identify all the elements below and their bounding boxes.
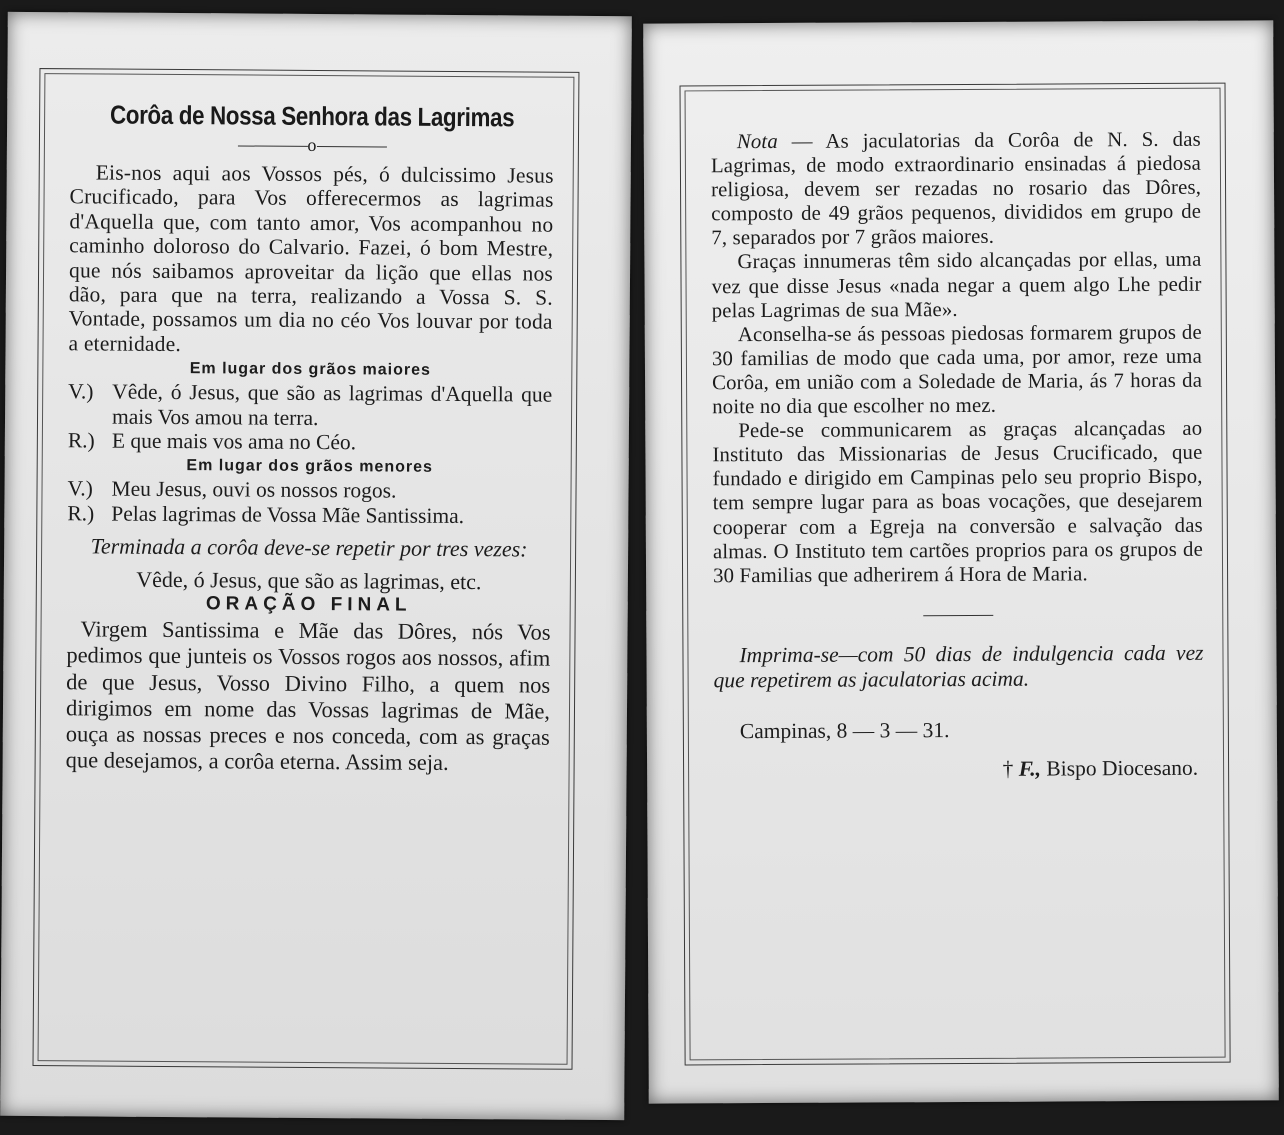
right-card-border	[680, 83, 1231, 1066]
nota-text: — As jaculatorias da Corôa de N. S. das Lagrimas, de modo extraordinario ensinadas á piedosa religiosa, devem ser rezadas no rosario das Dôres, composto de 49 grãos pequenos, divididos em grupo de 7, separados por 7 grãos maiores.	[710, 127, 1202, 250]
response-text: E que mais vos ama no Céo.	[111, 428, 357, 455]
imprimatur: Imprima-se—com 50 dias de indulgencia cada vez que repetirem as jaculatorias acima.	[713, 640, 1204, 693]
intro-paragraph: Eis-nos aqui aos Vossos pés, ó dulcissimo Jesus Crucificado, para Vos offerecermos as lagrimas d'Aquella que, com tanto amor, Vos acompanhou no caminho doloroso do Calvario. Fazei, ó bom Mestre, que nós saibamos aproveitar da lição que ellas nos dão, para que na terra, realizando a Vossa S. S. Vontade, possamos um dia no céo Vos louvar por toda a eternidade.	[68, 160, 554, 356]
cross-mark: †	[1002, 756, 1014, 781]
major-response	[68, 428, 552, 456]
versicle-tag: V.)	[67, 476, 93, 501]
left-card-content	[66, 99, 555, 777]
response-tag: R.)	[67, 501, 95, 526]
place-date: Campinas, 8 — 3 — 31.	[739, 717, 950, 743]
response-tag: R.)	[67, 428, 95, 453]
major-versicle	[68, 380, 552, 432]
title-ornament: o	[70, 134, 554, 155]
repeat-line: Vêde, ó Jesus, que são as lagrimas, etc.	[136, 567, 482, 595]
closing-instruction: Terminada a corôa deve-se repetir por tres vezes:	[90, 533, 528, 562]
heading-major-beads: Em lugar dos grãos maiores	[189, 360, 432, 380]
minor-response	[67, 501, 551, 529]
divider	[923, 615, 993, 616]
bishop-title: Bispo Diocesano.	[1046, 755, 1199, 781]
versicle-text: Meu Jesus, ouvi os nossos rogos.	[111, 477, 397, 504]
graces-paragraph: Graças innumeras têm sido alcançadas por ellas, uma vez que disse Jesus «nada negar a quem algo Lhe pedir pelas Lagrimas de sua Mãe».	[711, 248, 1202, 322]
bishop-initial: F.,	[1018, 756, 1042, 781]
right-card-content	[711, 128, 1204, 783]
minor-versicle	[67, 477, 551, 505]
card-title: Corôa de Nossa Senhora das Lagrimas	[109, 99, 515, 133]
final-prayer-heading: ORAÇÃO FINAL	[205, 593, 412, 616]
left-card-border	[33, 68, 580, 1070]
signature	[714, 756, 1204, 784]
versicle-text: Vêde, ó Jesus, que são as lagrimas d'Aquella que mais Vos amou na terra.	[111, 379, 553, 430]
response-text: Pelas lagrimas de Vossa Mãe Santissima.	[111, 501, 465, 528]
right-card	[643, 20, 1279, 1103]
institute-paragraph: Pede-se communicarem as graças alcançadas ao Instituto das Missionarias de Jesus Crucificado, que fundado e dirigido em Campinas pelo seu proprio Bispo, tem sempre lugar para as boas vocações, que desejarem cooperar com a Egreja na conversão e salvação das almas. O Instituto tem cartões proprios para os grupos de 30 Familias que adherirem á Hora de Maria.	[712, 416, 1203, 587]
heading-minor-beads: Em lugar dos grãos menores	[186, 457, 433, 477]
nota-label: Nota	[736, 129, 778, 154]
left-card	[0, 12, 632, 1120]
versicle-tag: V.)	[68, 379, 94, 404]
final-prayer-text: Virgem Santissima e Mãe das Dôres, nós Vos pedimos que junteis os Vossos rogos aos nossos, afim de que Jesus, Vosso Divino Filho, a quem nos dirigimos em nome das Vossas lagrimas de Mãe, ouça as nossas preces e nos conceda, com as graças que desejamos, a corôa eterna. Assim seja.	[65, 616, 551, 776]
nota-paragraph	[711, 128, 1202, 251]
groups-paragraph: Aconselha-se ás pessoas piedosas formarem grupos de 30 familias de modo que cada uma, por amor, reze uma Corôa, em união com a Soledade de Maria, ás 7 horas da noite no dia que escolher no mez.	[711, 320, 1203, 419]
